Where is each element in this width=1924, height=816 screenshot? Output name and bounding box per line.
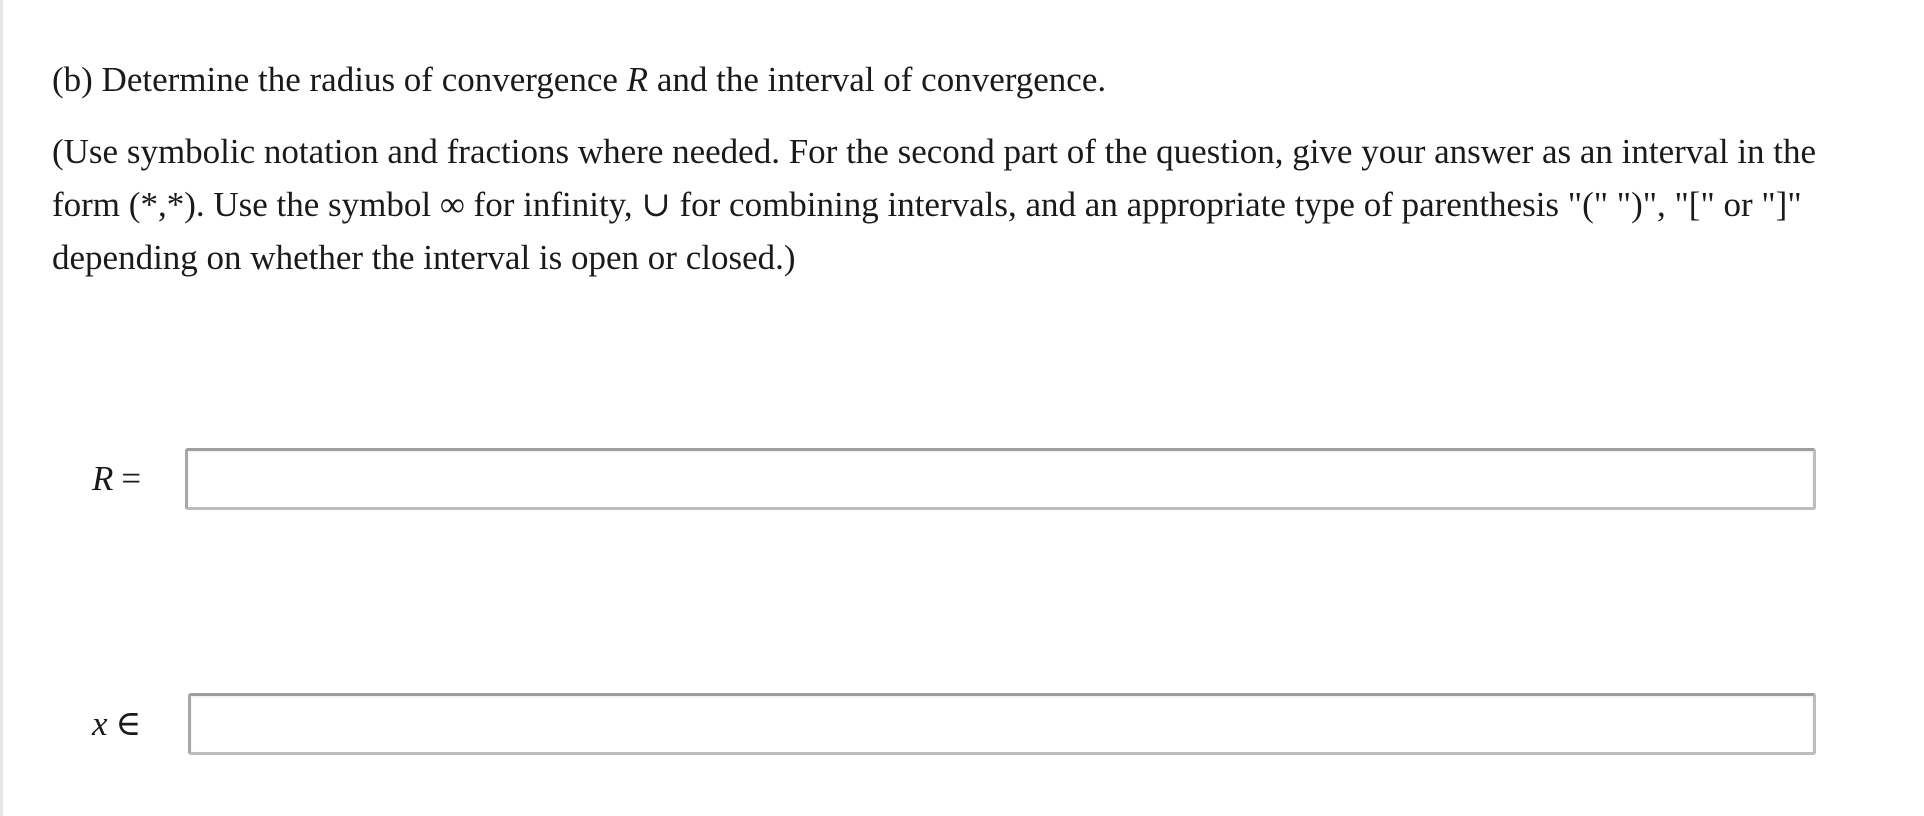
interval-input[interactable] [188, 693, 1816, 755]
interval-answer-row [0, 693, 1924, 755]
instructions-text: (Use symbolic notation and fractions where needed. For the second part of the question, give your answer as an interval in the form (*,*). Use the symbol ∞ for infinity, ∪ for combining intervals, and an appropriate type of parenthesis "(" ")", "[" or "]" depending on whether the interval is open or closed.) [52, 132, 1817, 277]
radius-label-var: R [92, 459, 114, 498]
radius-label [92, 448, 141, 510]
interval-label-operator: ∈ [115, 704, 142, 743]
radius-variable: R [626, 60, 649, 99]
interval-label-var: x [92, 704, 108, 743]
radius-label-operator: = [121, 459, 142, 498]
question-block [52, 56, 1882, 284]
question-part-label: (b) Determine the radius of convergence [52, 60, 627, 99]
question-part-tail: and the interval of convergence. [648, 60, 1107, 99]
radius-input[interactable] [185, 448, 1816, 510]
radius-answer-row [0, 448, 1924, 510]
question-prompt [52, 56, 1882, 104]
interval-label [92, 693, 141, 755]
